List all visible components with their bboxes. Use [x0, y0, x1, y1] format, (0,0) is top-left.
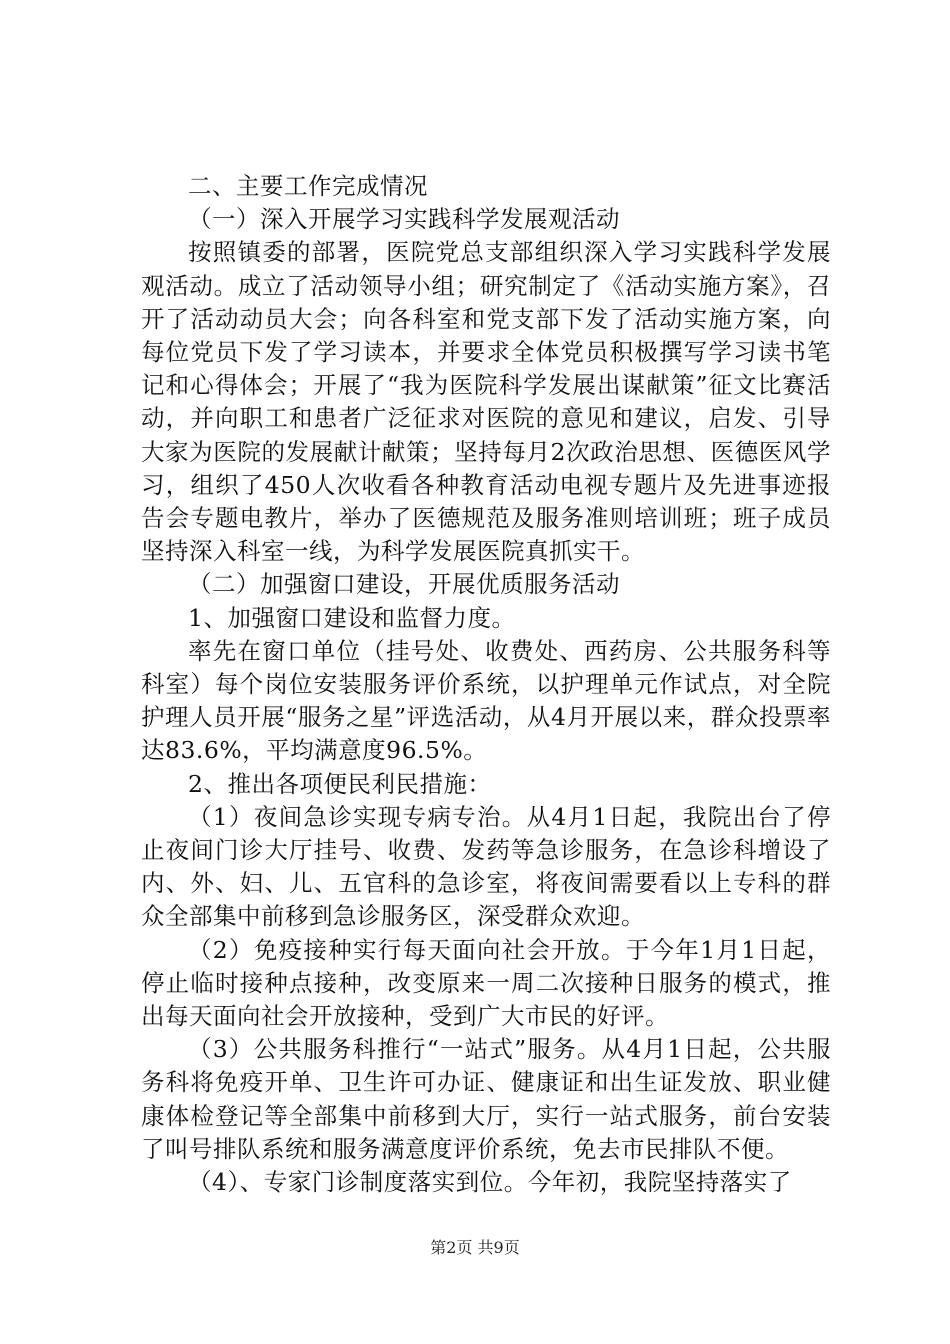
item-heading-1: 1、加强窗口建设和监督力度。 [188, 603, 516, 632]
paragraph-one-stop-service: （3）公共服务科推行“一站式”服务。从4月1日起，公共服务科将免疫开单、卫生许可办证、健康证和出生证发放、职业健康体检登记等全部集中前移到大厅，实行一站式服务，前台安装了叫号排队系统和服务满意度评价系统，免去市民排队不便。 [141, 1035, 831, 1163]
item-heading-2: 2、推出各项便民利民措施： [188, 769, 492, 798]
paragraph-study-practice: 按照镇委的部署，医院党总支部组织深入学习实践科学发展观活动。成立了活动领导小组；研究制定了《活动实施方案》，召开了活动动员大会；向各科室和党支部下发了活动实施方案，向每位党员下发了学习读本，并要求全体党员积极撰写学习读书笔记和心得体会；开展了“我为医院科学发展出谋献策”征文比赛活动，并向职工和患者广泛征求对医院的意见和建议，启发、引导大家为医院的发展献计献策；坚持每月2次政治思想、医德医风学习，组织了450人次收看各种教育活动电视专题片及先进事迹报告会专题电教片，举办了医德规范及服务准则培训班；班子成员坚持深入科室一线，为科学发展医院真抓实干。 [141, 238, 831, 566]
subsection-heading-2: （二）加强窗口建设，开展优质服务活动 [188, 570, 620, 599]
paragraph-expert-clinic: （4）、专家门诊制度落实到位。今年初，我院坚持落实了 [188, 1168, 792, 1197]
paragraph-night-emergency: （1）夜间急诊实现专病专治。从4月1日起，我院出台了停止夜间门诊大厅挂号、收费、发药等急诊服务，在急诊科增设了内、外、妇、儿、五官科的急诊室，将夜间需要看以上专科的群众全部集中前移到急诊服务区，深受群众欢迎。 [141, 802, 831, 931]
document-body [141, 170, 831, 1199]
paragraph-vaccination: （2）免疫接种实行每天面向社会开放。于今年1月1日起，停止临时接种点接种，改变原来一周二次接种日服务的模式，推出每天面向社会开放接种，受到广大市民的好评。 [141, 935, 831, 1031]
subsection-heading-1: （一）深入开展学习实践科学发展观活动 [188, 205, 620, 234]
page-number-footer: 第2页 共9页 [430, 1238, 520, 1257]
section-heading-main-work: 二、主要工作完成情况 [188, 172, 428, 200]
paragraph-service-evaluation: 率先在窗口单位（挂号处、收费处、西药房、公共服务科等科室）每个岗位安装服务评价系统，以护理单元作试点，对全院护理人员开展“服务之星”评选活动，从4月开展以来，群众投票率达83.6%，平均满意度96.5%。 [141, 636, 831, 765]
